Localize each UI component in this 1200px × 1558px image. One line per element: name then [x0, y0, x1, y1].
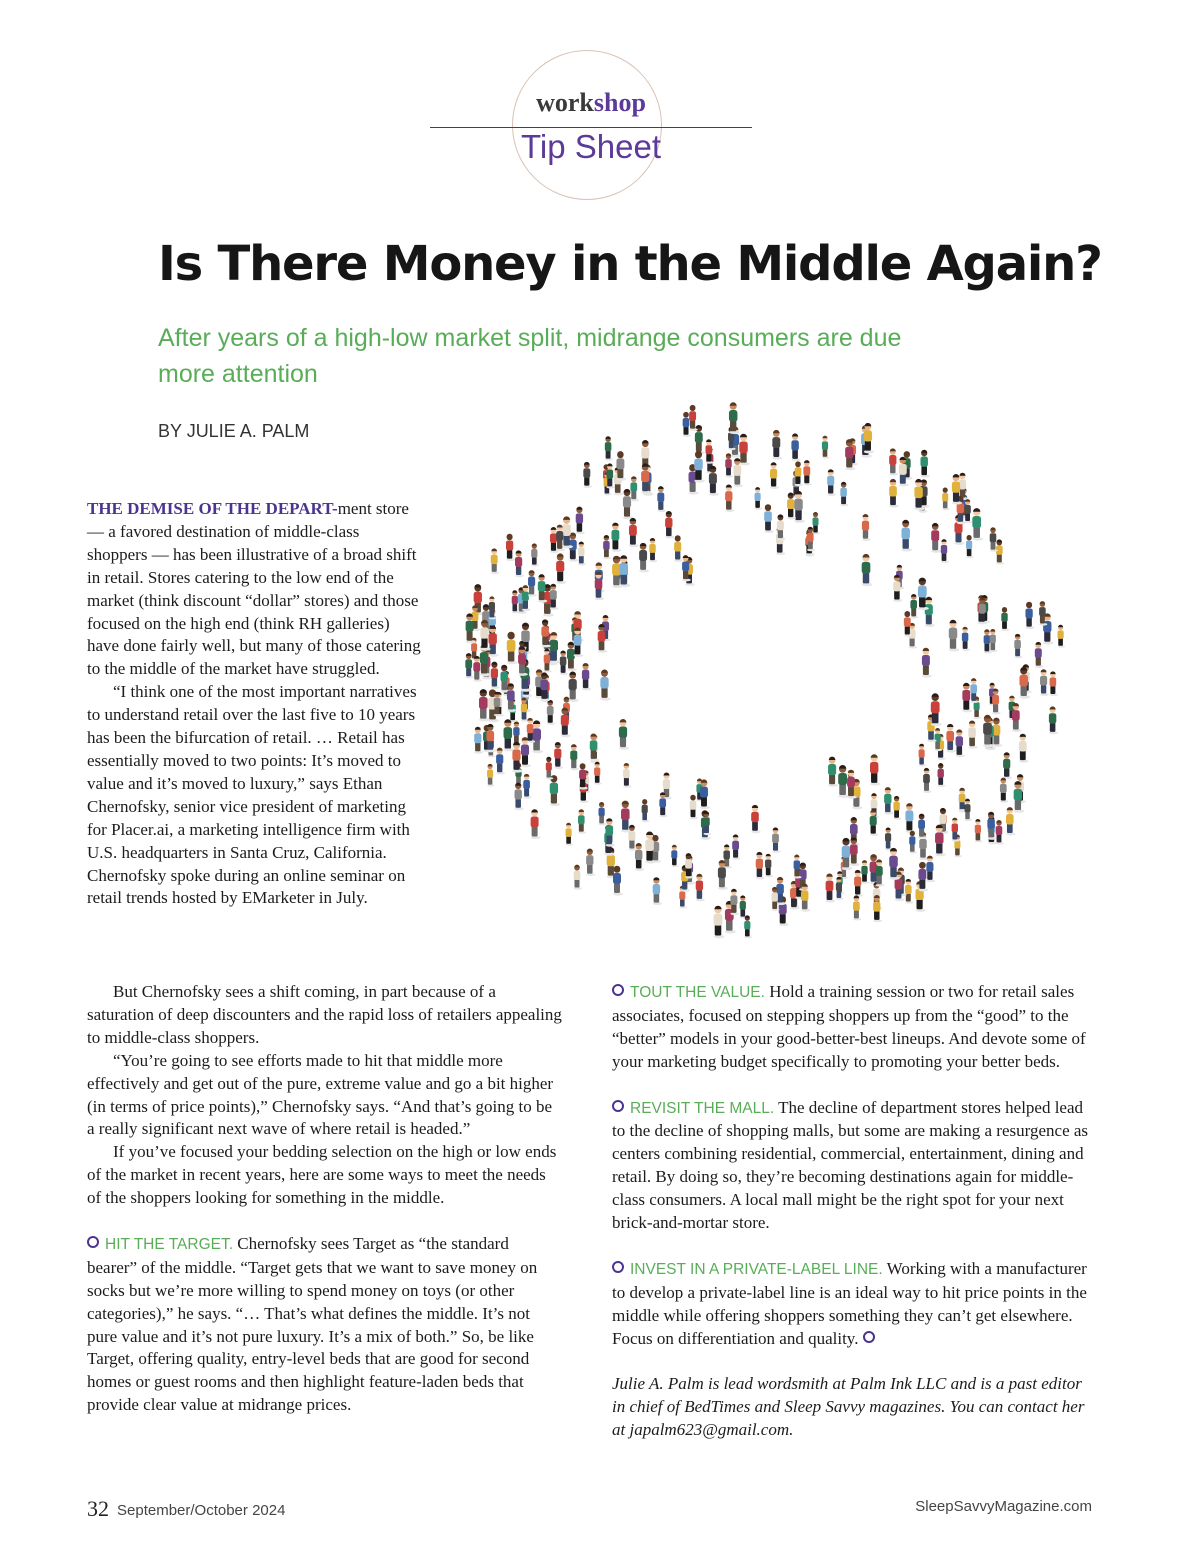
crowd-figure: [764, 504, 774, 533]
crowd-figure: [523, 774, 531, 799]
crowd-figure: [996, 820, 1004, 845]
tip-2: [612, 981, 1096, 1074]
crowd-figure: [600, 669, 610, 700]
crowd-figure: [827, 469, 836, 496]
crowd-figure: [613, 866, 623, 896]
crowd-figure: [578, 542, 586, 566]
crowd-figure: [732, 834, 741, 859]
crowd-figure: [962, 627, 970, 651]
crowd-figure: [582, 663, 591, 691]
crowd-figure: [801, 884, 810, 912]
crowd-figure: [576, 507, 585, 535]
crowd-figure: [925, 597, 935, 627]
crowd-figure: [629, 518, 639, 547]
crowd-figure: [740, 895, 748, 918]
crowd-figure: [772, 827, 781, 852]
crowd-figure: [870, 754, 881, 785]
issue-date: September/October 2024: [117, 1502, 286, 1519]
paragraph-1: [87, 498, 423, 681]
crowd-figure: [893, 796, 901, 820]
crowd-figure: [772, 430, 782, 460]
article-column-3: [612, 981, 1096, 1442]
crowd-figure: [714, 906, 725, 939]
crowd-figure: [822, 436, 830, 459]
crowd-figure: [639, 543, 649, 573]
tip-3-text: The decline of department stores helped lead to the decline of shopping malls, but some are making a resurgence as centers combining residential, commercial, entertainment, dining and retail. By doing so, they’re becoming destinations again for middle-class consumers. A local mall might be the right spot for your next brick-and-mortar store.: [612, 1097, 1089, 1233]
crowd-figure: [574, 628, 584, 657]
crowd-figure: [861, 860, 869, 884]
crowd-figure: [619, 555, 630, 587]
crowd-figure: [532, 720, 543, 753]
crowd-figure: [870, 810, 879, 836]
crowd-figure: [674, 535, 683, 562]
crowd-figure: [941, 539, 949, 563]
crowd-figure: [578, 809, 586, 834]
crowd-figure: [862, 514, 871, 541]
crowd-figure: [992, 718, 1002, 747]
crowd-figure: [569, 672, 579, 702]
crowd-figure: [853, 895, 861, 920]
crowd-figure: [550, 584, 559, 610]
crowd-figure: [1001, 607, 1009, 631]
crowd-figure: [561, 708, 571, 738]
crowd-figure: [491, 662, 500, 689]
bullet-icon: [612, 984, 624, 996]
crowd-figure: [570, 744, 579, 770]
author-bio: Julie A. Palm is lead wordsmith at Palm Ink LLC and is a past editor in chief of BedTimes and Sleep Savvy magazines. You can contact her at japalm623@gmail.com.: [612, 1374, 1085, 1440]
crowd-figure: [696, 874, 705, 902]
crowd-figure: [1012, 703, 1022, 732]
crowd-figure: [515, 550, 524, 577]
crowd-figure: [850, 837, 860, 866]
crowd-figure: [770, 462, 779, 489]
crowd-figure: [864, 423, 874, 453]
crowd-figure: [703, 811, 711, 835]
crowd-figure: [919, 744, 927, 767]
crowd-figure: [975, 819, 983, 842]
byline: BY JULIE A. PALM: [158, 421, 310, 441]
crowd-figure: [990, 629, 998, 652]
crowd-figure: [910, 594, 918, 619]
crowd-figure: [653, 877, 662, 905]
crowd-figure: [905, 879, 913, 904]
crowd-figure: [554, 742, 563, 769]
crowd-figure: [942, 487, 950, 510]
section-badge-title: [430, 88, 752, 118]
paragraph-5: If you’ve focused your bedding selection on the high or low ends of the market in recent years, here are some ways to meet the needs of the shoppers looking for something in the middle.: [87, 1142, 557, 1208]
crowd-figure: [813, 512, 821, 534]
crowd-figure: [972, 508, 983, 541]
crowd-figure: [560, 650, 568, 675]
badge-title-plain: work: [536, 88, 594, 117]
crowd-figure: [964, 499, 972, 523]
crowd-figure: [791, 433, 800, 461]
crowd-figure: [1058, 625, 1066, 648]
crowd-figure: [507, 632, 518, 665]
article-column-1: [87, 498, 423, 910]
crowd-figure: [828, 757, 838, 787]
crowd-figure: [489, 625, 500, 656]
crowd-figure: [875, 859, 884, 886]
crowd-figure: [531, 543, 539, 566]
crowd-figure: [923, 768, 931, 793]
tip-2-heading: TOUT THE VALUE.: [630, 984, 765, 1001]
crowd-figure: [854, 870, 863, 897]
magazine-website: SleepSavvyMagazine.com: [915, 1498, 1092, 1515]
crowd-figure: [700, 779, 710, 809]
crowd-figure: [513, 721, 521, 745]
crowd-figure: [946, 724, 956, 753]
crowd-figure: [987, 812, 996, 840]
crowd-figure: [755, 487, 763, 510]
crowd-figure: [956, 729, 965, 757]
crowd-figure: [1014, 634, 1022, 659]
crowd-figure: [657, 486, 666, 512]
crowd-figure: [504, 719, 515, 751]
crowd-figure: [506, 534, 515, 561]
article-column-2: [87, 981, 563, 1417]
crowd-figure: [968, 720, 977, 748]
tip-1-heading: HIT THE TARGET.: [105, 1235, 234, 1253]
crowd-figure: [630, 476, 638, 501]
crowd-figure: [1040, 669, 1049, 696]
tip-4-heading: INVEST IN A PRIVATE-LABEL LINE.: [630, 1260, 883, 1278]
crowd-figure: [938, 763, 946, 787]
bullet-icon: [87, 1236, 99, 1248]
badge-title-accent: shop: [593, 88, 646, 117]
badge-circle: [512, 50, 662, 200]
crowd-figure: [603, 535, 611, 559]
crowd-figure: [583, 462, 592, 488]
crowd-figure: [619, 719, 629, 750]
tip-1-text: Chernofsky sees Target as “the standard bearer” of the middle. “Target gets that we want to save money on socks but we’re more willing to spend money on toys (or other categories),” he says. “… That’s what defines the middle. It’s not pure value and it’s not pure luxury. It’s a mix of both.” So, be like Target, offering quality, entry-level beds that are good for second homes or guest rooms and then highlight feature-laden beds that provide clear value at midrange prices.: [87, 1233, 538, 1415]
crowd-figure: [671, 845, 679, 867]
crowd-circle-illustration: [450, 400, 1080, 940]
crowd-figure: [826, 873, 836, 902]
crowd-figure: [649, 538, 657, 562]
crowd-figure: [531, 809, 541, 839]
tip-4-text: Working with a manufacturer to develop a private-label line is an ideal way to hit price points in the middle while offering shoppers something they can’t get elsewhere. Focus on differentiation and quality.: [612, 1258, 1087, 1348]
tip-4: [612, 1258, 1096, 1351]
crowd-figure: [765, 854, 773, 878]
crowd-figure: [616, 451, 626, 481]
tip-2-text: Hold a training session or two for retail sales associates, focused on stepping shoppers up from the “good” to the “better” models in your good-better-best lineups. And devote some of your marketing budget specifically to promoting your better beds.: [612, 982, 1086, 1071]
crowd-figure: [606, 463, 614, 488]
crowd-figure: [550, 632, 561, 663]
crowd-figure: [474, 727, 483, 754]
crowd-figure: [905, 803, 915, 833]
tip-1: [87, 1233, 563, 1417]
crowd-figure: [920, 450, 929, 478]
crowd-figure: [803, 460, 812, 485]
crowd-figure: [885, 827, 893, 850]
crowd-figure: [730, 889, 739, 915]
crowd-figure: [889, 479, 899, 508]
crowd-figure: [889, 448, 898, 475]
crowd-figure: [574, 865, 582, 890]
bullet-icon: [612, 1100, 624, 1112]
crowd-figure: [1050, 671, 1058, 696]
crowd-figure: [694, 451, 705, 483]
crowd-figure: [547, 700, 555, 725]
end-mark-icon: [863, 1331, 875, 1343]
crowd-figure: [992, 689, 1001, 715]
crowd-figure: [690, 795, 698, 820]
crowd-figure: [709, 466, 719, 496]
crowd-figure: [1019, 734, 1029, 763]
crowd-figure: [751, 805, 761, 833]
crowd-figure: [496, 748, 505, 775]
crowd-figure: [901, 520, 912, 552]
crowd-figure: [909, 831, 917, 854]
crowd-figure: [594, 762, 602, 785]
paragraph-1-text: ment store — a favored destination of middle-class shoppers — has been illustrative of a broad shift in retail. Stores catering to the low end of the market (think discount “dollar” stores) and those focused on the high end (think RH galleries) have done fairly well, but many of those catering to the middle of the market have struggled.: [87, 499, 421, 679]
tip-3: [612, 1097, 1096, 1235]
crowd-figure: [777, 514, 786, 540]
paragraph-2: “I think one of the most important narratives to understand retail over the last five to 10 years has been the bifurcation of retail. … Retail has essentially moved to two points: It’s moved to value and it’s moved to luxury,” says Ethan Chernofsky, senior vice president of marketing for Placer.ai, a marketing intelligence firm with U.S. headquarters in Santa Cruz, California. Chernofsky spoke during an online seminar on retail trends hosted by EMarketer in July.: [87, 682, 417, 908]
crowd-figure: [744, 915, 752, 938]
crowd-figure: [566, 823, 574, 846]
crowd-figure: [642, 799, 650, 822]
crowd-figure: [605, 436, 613, 461]
crowd-figure: [795, 461, 803, 486]
crowd-figure: [491, 548, 500, 574]
crowd-figure: [756, 852, 765, 880]
crowd-figure: [949, 620, 960, 652]
crowd-figure: [739, 434, 750, 466]
crowd-figure: [489, 596, 497, 619]
crowd-figure: [965, 799, 973, 821]
paragraph-3: But Chernofsky sees a shift coming, in part because of a saturation of deep discounters and the rapid loss of retailers appealing to middle-class shoppers.: [87, 982, 562, 1047]
crowd-figure: [623, 763, 631, 788]
crowd-figure: [606, 818, 616, 846]
crowd-figure: [487, 764, 495, 787]
crowd-figure: [665, 511, 674, 539]
crowd-figure: [586, 848, 595, 876]
tip-3-heading: REVISIT THE MALL.: [630, 1099, 775, 1117]
crowd-figure: [1025, 602, 1034, 629]
crowd-figure: [611, 523, 621, 552]
crowd-figure: [926, 856, 935, 883]
section-badge-subtitle: Tip Sheet: [520, 128, 662, 165]
crowd-figure: [996, 539, 1004, 564]
deck: After years of a high-low market split, midrange consumers are due more attention: [158, 324, 902, 388]
page-number: 32: [87, 1496, 109, 1521]
crowd-figure: [931, 523, 941, 553]
crowd-figure: [556, 553, 566, 583]
crowd-figure: [1003, 752, 1012, 779]
crowd-figure: [1000, 778, 1008, 803]
crowd-figure: [931, 693, 942, 726]
lead-in: THE DEMISE OF THE DEPART-: [87, 499, 338, 518]
crowd-figure: [528, 570, 537, 597]
crowd-figure: [840, 482, 848, 507]
crowd-figure: [884, 787, 893, 815]
crowd-figure: [922, 648, 932, 678]
crowd-figure: [635, 843, 644, 871]
crowd-figure: [1035, 642, 1044, 668]
paragraph-4: “You’re going to see efforts made to hit that middle more effectively and get out of the pure, extreme value and go a bit higher (in terms of price points),” Chernofsky says. “And that’s going to be a really significant next wave of where retail is headed.”: [87, 1050, 554, 1139]
headline: Is There Money in the Middle Again?: [158, 236, 1102, 292]
crowd-figure: [515, 783, 524, 811]
crowd-figure: [487, 724, 497, 752]
bullet-icon: [612, 1261, 624, 1273]
crowd-figure: [725, 484, 734, 512]
crowd-figure: [1049, 706, 1058, 734]
crowd-figure: [598, 802, 606, 825]
crowd-figure: [550, 775, 560, 806]
crowd-figure: [862, 554, 873, 586]
